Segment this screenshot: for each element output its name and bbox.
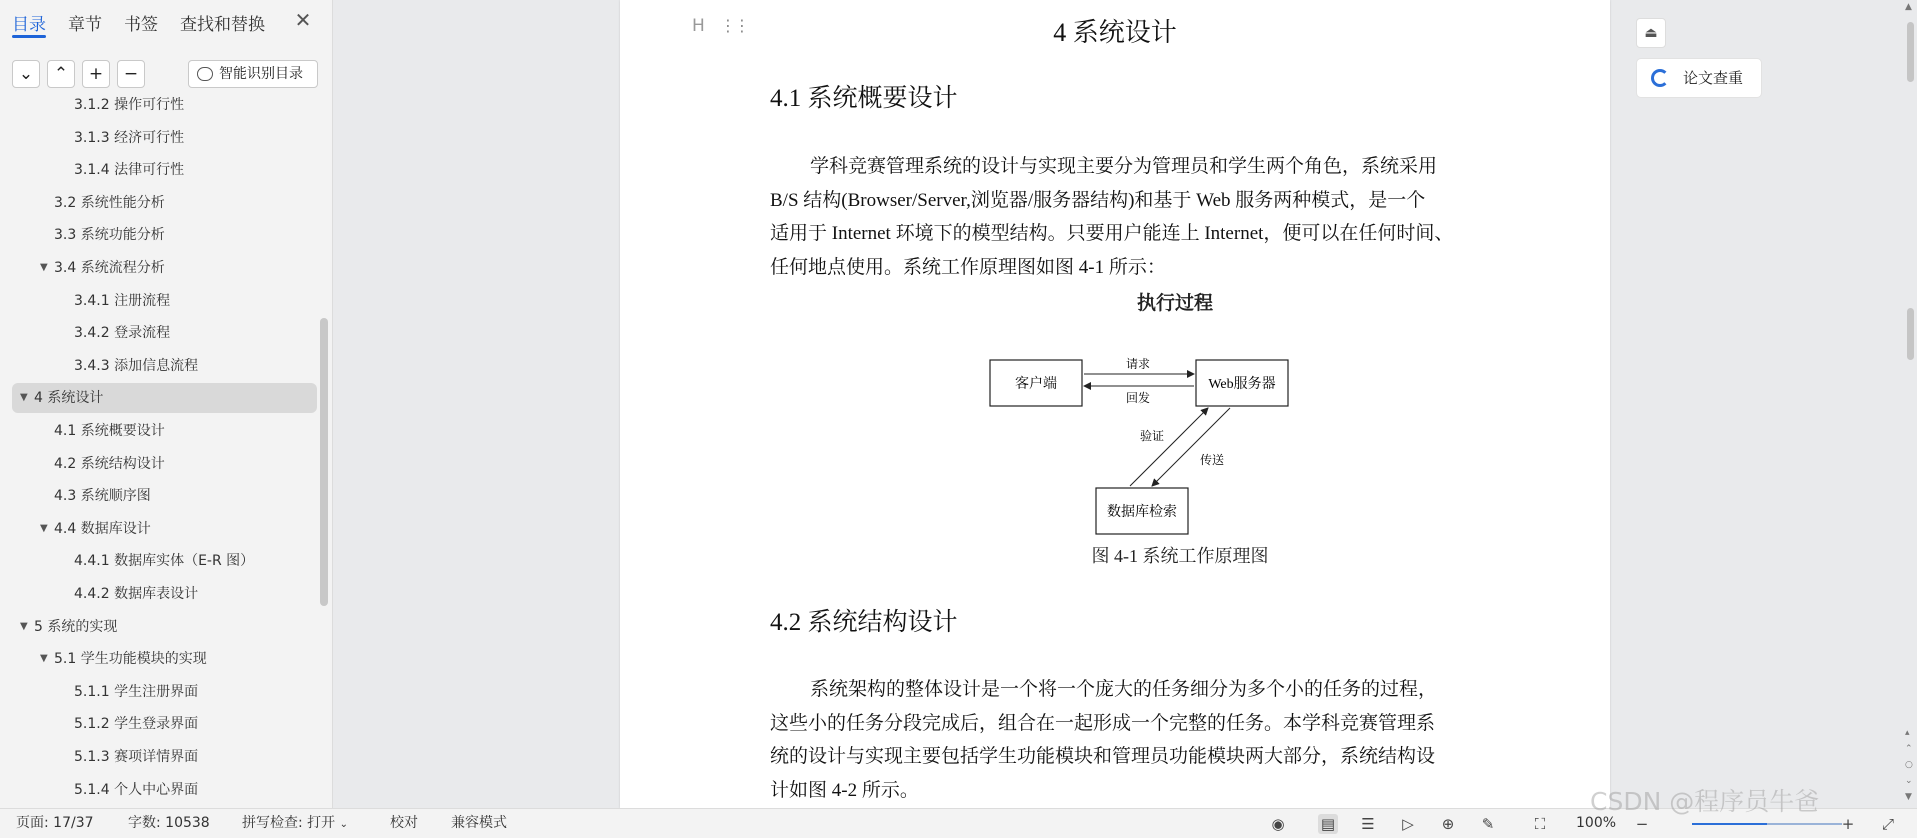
thesis-check-label: 论文查重: [1683, 69, 1744, 87]
eye-icon[interactable]: ◉: [1271, 815, 1285, 833]
plus-icon[interactable]: +: [82, 60, 110, 88]
navigation-pane: [0, 0, 333, 808]
page-view-icon[interactable]: ▤: [1318, 814, 1338, 834]
tab-chapters[interactable]: 章节: [68, 15, 102, 35]
tab-find-replace[interactable]: 查找和替换: [180, 15, 265, 35]
chevron-up-icon[interactable]: ⌃: [47, 60, 75, 88]
paragraph-2: [770, 673, 1470, 807]
paragraph-line: 统的设计与实现主要包括学生功能模块和管理员功能模块两大部分，系统结构设: [770, 746, 1436, 767]
chevron-down-icon: ⌄: [339, 819, 349, 830]
toc-item-label: 3.1.2 操作可行性: [74, 97, 185, 113]
request-label: 请求: [1125, 357, 1151, 371]
toc-item-label: 3.1.4 法律可行性: [74, 162, 185, 179]
toc-item-label: 4.4.1 数据库实体（E-R 图）: [74, 553, 255, 570]
spell-check-label: 拼写检查: 打开: [242, 815, 336, 831]
fit-page-icon[interactable]: ⛶: [1534, 815, 1546, 833]
heading-marker-icon[interactable]: H: [692, 16, 705, 36]
toc-item-label: 4.4 数据库设计: [54, 520, 151, 537]
verify-arrow: [1130, 408, 1208, 486]
section-title-4-2: 4.2 系统结构设计: [770, 609, 958, 636]
document-page: [620, 0, 1610, 808]
toc-item[interactable]: [12, 514, 317, 544]
toc-item[interactable]: [12, 383, 317, 413]
expand-arrow-icon[interactable]: ▼: [20, 392, 28, 404]
toc-item-label: 4.1 系统概要设计: [54, 423, 165, 439]
close-icon[interactable]: ✕: [294, 8, 312, 32]
zoom-slider-fill: [1692, 823, 1767, 825]
client-label: 客户端: [1015, 377, 1057, 392]
scroll-thumb[interactable]: [1907, 22, 1914, 82]
paragraph-line: 学科竞赛管理系统的设计与实现主要分为管理员和学生两个角色，系统采用: [810, 156, 1438, 177]
paragraph-line: 适用于 Internet 环境下的模型结构。只要用户能连上 Internet，便可以在任何时间、: [770, 223, 1454, 244]
toc-item-label: 4.4.2 数据库表设计: [74, 586, 199, 602]
toc-item[interactable]: [12, 96, 317, 120]
chevron-down-icon[interactable]: ⌄: [12, 60, 40, 88]
section-title-4-1: 4.1 系统概要设计: [770, 85, 958, 112]
select-browse-object-icon[interactable]: ○: [1905, 760, 1913, 770]
scroll-up-icon[interactable]: ▲: [1905, 2, 1912, 12]
toc-item[interactable]: [12, 286, 317, 316]
thesis-check-icon: [1651, 69, 1669, 87]
paragraph-line: 系统架构的整体设计是一个将一个庞大的任务细分为多个小的任务的过程，: [810, 679, 1438, 700]
scroll-thumb-secondary[interactable]: [1907, 308, 1914, 360]
toc-item[interactable]: [12, 709, 317, 739]
paragraph-line: B/S 结构(Browser/Server,浏览器/服务器结构)和基于 Web 服务两种模式，是一个: [770, 189, 1426, 211]
prev-page-icon[interactable]: ▴: [1905, 728, 1910, 738]
toc-item[interactable]: [12, 612, 317, 642]
toc-item[interactable]: [12, 220, 317, 250]
nav-scrollbar[interactable]: [320, 318, 328, 606]
nav-tabs: [0, 0, 333, 44]
toc-item[interactable]: [12, 123, 317, 153]
toc-item-label: 5.1.2 学生登录界面: [74, 716, 199, 733]
toc-item-label: 3.1.3 经济可行性: [74, 129, 185, 146]
toc-item[interactable]: [12, 155, 317, 185]
toc-item[interactable]: [12, 253, 317, 283]
zoom-level[interactable]: 100%: [1576, 815, 1617, 831]
reply-label: 回发: [1125, 391, 1151, 405]
paragraph-line: 这些小的任务分段完成后，组合在一起形成一个完整的任务。本学科竞赛管理系: [770, 712, 1436, 734]
page-indicator[interactable]: 页面: 17/37: [16, 815, 94, 831]
toc-item-label: 4 系统设计: [34, 390, 104, 407]
toc-item[interactable]: [12, 481, 317, 511]
active-tab-indicator: [12, 35, 46, 38]
toc-item[interactable]: [12, 449, 317, 479]
smart-toc-label: 智能识别目录: [219, 66, 303, 82]
zoom-out-icon[interactable]: −: [1635, 815, 1649, 833]
diagram-title: 执行过程: [1136, 293, 1213, 314]
zoom-in-icon[interactable]: +: [1841, 815, 1855, 833]
toc-item-label: 5.1.3 赛项详情界面: [74, 749, 199, 765]
paragraph-1: [770, 150, 1470, 284]
fullscreen-icon[interactable]: ⤢: [1881, 815, 1894, 833]
prev-page-icon[interactable]: ⌃: [1905, 744, 1913, 754]
server-label: Web服务器: [1208, 377, 1276, 392]
transfer-arrow: [1152, 408, 1230, 486]
tab-toc[interactable]: 目录: [12, 15, 46, 35]
expand-arrow-icon[interactable]: ▼: [40, 522, 48, 534]
db-label: 数据库检索: [1107, 505, 1177, 520]
toc-item-label: 3.3 系统功能分析: [54, 227, 165, 244]
toc-item-label: 3.4.2 登录流程: [74, 325, 171, 342]
transfer-label: 传送: [1199, 453, 1225, 467]
word-count[interactable]: 字数: 10538: [128, 815, 210, 831]
toc-item-label: 3.2 系统性能分析: [54, 194, 165, 211]
toc-item[interactable]: [12, 644, 317, 674]
toc-list: [0, 96, 322, 808]
toc-item[interactable]: [12, 318, 317, 348]
toc-item[interactable]: [12, 677, 317, 707]
chapter-title: 4 系统设计: [1053, 18, 1177, 47]
watermark: CSDN @程序员牛爸: [1590, 787, 1820, 816]
expand-arrow-icon[interactable]: ▼: [40, 262, 48, 273]
verify-label: 验证: [1139, 429, 1165, 443]
toc-item[interactable]: [12, 579, 317, 609]
outline-view-icon[interactable]: ☰: [1361, 815, 1375, 833]
toc-item[interactable]: [12, 188, 317, 218]
zoom-slider[interactable]: [1692, 823, 1842, 825]
play-icon[interactable]: ▷: [1402, 815, 1414, 833]
document-scrollbar[interactable]: [1904, 0, 1917, 808]
toc-item-label: 3.4.1 注册流程: [74, 292, 171, 309]
scroll-down-icon[interactable]: ▼: [1905, 792, 1912, 802]
paragraph-line: 任何地点使用。系统工作原理图如图 4-1 所示：: [770, 256, 1166, 278]
tab-bookmarks[interactable]: 书签: [124, 15, 158, 35]
toc-item-label: 4.3 系统顺序图: [54, 488, 151, 505]
toc-item[interactable]: [12, 546, 317, 576]
toc-item-label: 5.1.4 个人中心界面: [74, 781, 199, 798]
system-principle-diagram: [960, 340, 1300, 540]
toc-item[interactable]: [12, 416, 317, 446]
toc-item-label: 3.4.3 添加信息流程: [74, 357, 199, 374]
toc-item-label: 5.1 学生功能模块的实现: [54, 651, 207, 668]
proofread-button[interactable]: 校对: [390, 815, 418, 831]
toc-item[interactable]: [12, 351, 317, 381]
toc-item-label: 5.1.1 学生注册界面: [74, 683, 199, 700]
minus-icon[interactable]: −: [117, 60, 145, 88]
paragraph-line: 计如图 4-2 所示。: [770, 779, 919, 801]
expand-arrow-icon[interactable]: ▼: [40, 653, 48, 665]
drag-handle-icon[interactable]: ⋮⋮: [720, 16, 748, 35]
ai-icon: [197, 67, 213, 81]
collapse-panel-icon[interactable]: ⏏: [1636, 18, 1666, 48]
toc-item-label: 4.2 系统结构设计: [54, 455, 165, 472]
figure-caption: 图 4-1 系统工作原理图: [1091, 546, 1269, 566]
compat-mode-label: 兼容模式: [451, 815, 507, 831]
web-view-icon[interactable]: ⊕: [1441, 815, 1455, 833]
next-page-icon[interactable]: ⌄: [1905, 776, 1913, 786]
spell-check-toggle[interactable]: [242, 809, 348, 838]
toc-item-label: 3.4 系统流程分析: [54, 260, 165, 276]
expand-arrow-icon[interactable]: ▼: [20, 620, 28, 632]
smart-toc-button[interactable]: [188, 60, 318, 88]
toc-item[interactable]: [12, 742, 317, 772]
thesis-check-button[interactable]: [1636, 58, 1762, 98]
toc-item[interactable]: [12, 775, 317, 805]
pen-icon[interactable]: ✎: [1481, 815, 1495, 833]
toc-item-label: 5 系统的实现: [34, 618, 118, 635]
toc-toolbar: [0, 58, 333, 92]
